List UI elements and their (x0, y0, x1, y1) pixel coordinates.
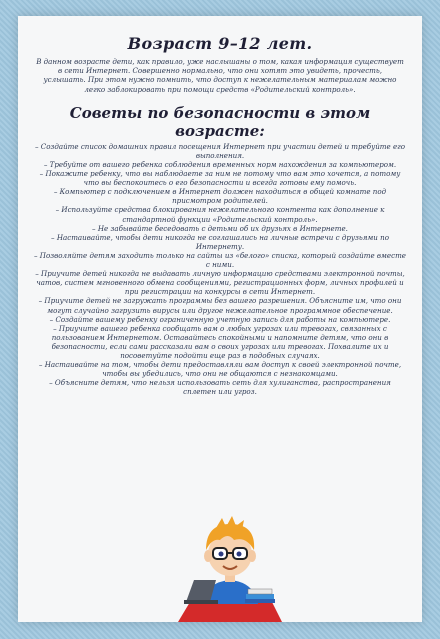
tips-list (32, 142, 408, 397)
boy-with-laptop-illustration (176, 510, 284, 622)
page-title: Возраст 9–12 лет. (127, 34, 313, 53)
tip-item: – Приучите детей не загружать программы без вашего разрешения. Объясните им, что они могут случайно загрузить вирусы или другое нежелательное программное обеспечение. (38, 296, 402, 315)
tips-title: Советы по безопасности в этом возрасте: (69, 103, 371, 140)
sheet-content (18, 16, 422, 396)
tip-item: – Не забывайте беседовать с детьми об их друзьях в Интернете. (92, 223, 348, 233)
tip-item: – Приучите вашего ребенка сообщать вам о любых угрозах или тревогах, связанных с пользованием Интернетом. Оставайтесь спокойными и напомните детям, что они в безопасности, если сами рассказали вам о своих угрозах или тревогах. Похвалите их и посоветуйте подойти еще раз в подобных случаях. (51, 323, 389, 360)
desk (178, 602, 282, 622)
tip-item: – Приучите детей никогда не выдавать личную информацию средствами электронной почты, чатов, систем мгновенного обмена сообщениями, регистрационных форм, личных профилей и при регистрации на конкурсы в сети Интернет. (35, 269, 405, 297)
tip-item: – Создайте вашему ребенку ограниченную учетную запись для работы на компьютере. (49, 314, 391, 324)
tip-item: – Объясните детям, что нельзя использовать сеть для хулиганства, распространения сплетен или угроз. (49, 378, 391, 397)
tip-item: – Настаивайте, чтобы дети никогда не соглашались на личные встречи с друзьями по Интернету. (51, 232, 389, 251)
tip-item: – Создайте список домашних правил посещения Интернет при участии детей и требуйте его выполнения. (34, 141, 406, 160)
tip-item: – Компьютер с подключением в Интернет должен находиться в общей комнате под присмотром родителей. (53, 187, 387, 206)
tip-item: – Позволяйте детям заходить только на сайты из «белого» списка, который создайте вместе с ними. (33, 250, 407, 270)
books (246, 594, 274, 599)
info-sheet (18, 16, 422, 622)
tip-item: – Используйте средства блокирования нежелательного контента как дополнение к стандартной функции «Родительский контроль». (55, 205, 385, 224)
tip-item: – Настаивайте на том, чтобы дети предоставляли вам доступ к своей электронной почте, чтобы вы убедились, что они не общаются с незнакомцами. (38, 360, 402, 379)
tip-item: – Покажите ребенку, что вы наблюдаете за ним не потому что вам это хочется, а потому что вы беспокоитесь о его безопасности и всегда готовы ему помочь. (39, 169, 401, 188)
tip-item: – Требуйте от вашего ребенка соблюдения временных норм нахождения за компьютером. (43, 160, 397, 169)
intro-paragraph: В данном возрасте дети, как правило, уже наслышаны о том, какая информация существует в сети Интернет. Совершенно нормально, что они хотят это увидеть, прочесть, услышать. При этом нужно помнить, что доступ к нежелательным материалам можно легко заблокировать при помощи средств «Родительский контроль». (36, 57, 404, 94)
